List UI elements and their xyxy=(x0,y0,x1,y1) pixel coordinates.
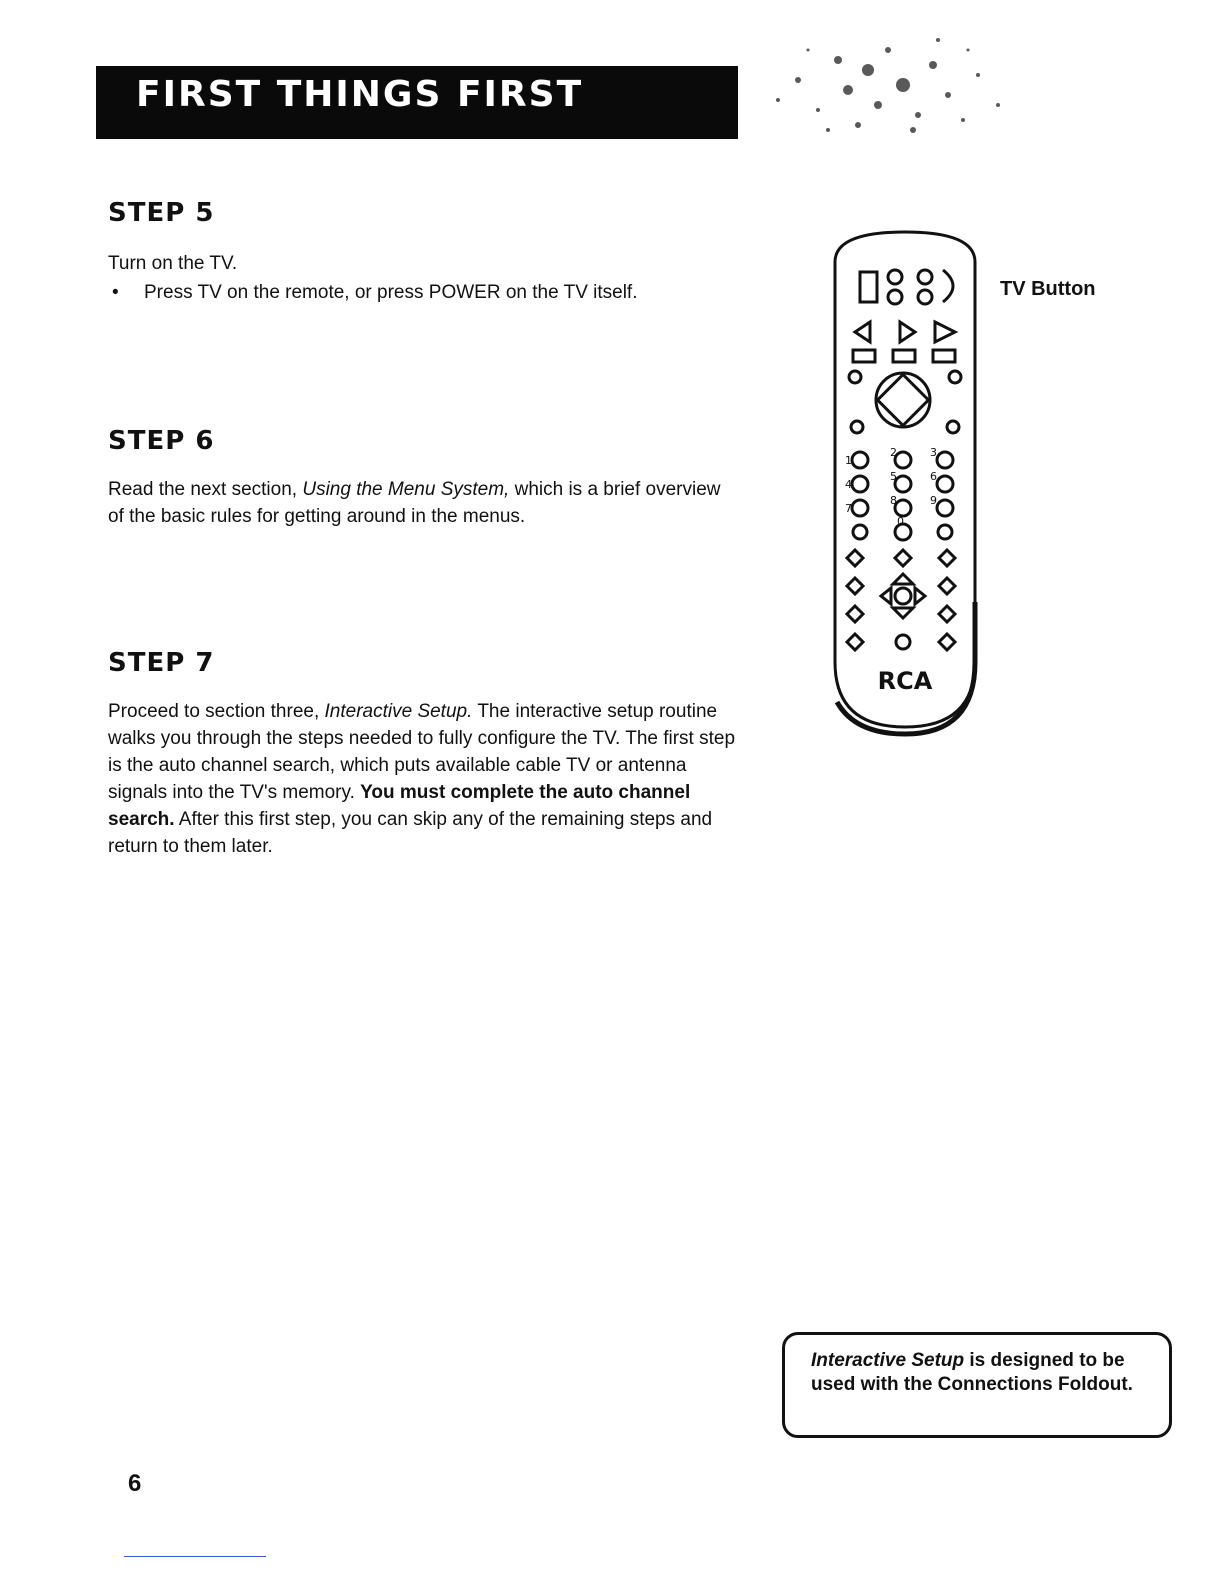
step-5-intro: Turn on the TV. xyxy=(108,253,238,274)
key-8: 8 xyxy=(890,494,897,507)
step-7-text-2: The interactive setup routine walks you through the steps needed to fully configure the TV. The first step is the auto channel search, which puts available cable TV or antenna signals into the TV's memory. xyxy=(108,701,736,803)
step-7-text-3: After this first step, you can skip any of the remaining steps and return to them later. xyxy=(108,809,713,857)
note-box xyxy=(782,1332,1172,1438)
step-6-heading: STEP 6 xyxy=(108,426,215,456)
step-5-bullet-text: Press TV on the remote, or press POWER on the TV itself. xyxy=(144,282,638,303)
step-7-italic-ref: Interactive Setup. xyxy=(324,701,473,722)
key-3: 3 xyxy=(930,446,937,459)
step-6-italic-ref: Using the Menu System, xyxy=(302,479,510,500)
step-6-text-1: Read the next section, xyxy=(108,479,303,500)
section-header-bar xyxy=(96,66,738,139)
key-5: 5 xyxy=(890,470,897,483)
footer-rule xyxy=(124,1556,266,1557)
key-9: 9 xyxy=(930,494,937,507)
step-6-text-2: which is a brief overview of the basic rules for getting around in the menus. xyxy=(108,479,721,527)
step-5-heading: STEP 5 xyxy=(108,198,215,228)
key-4: 4 xyxy=(845,478,852,491)
scan-speckle-decoration xyxy=(738,20,1038,150)
bullet-dot: • xyxy=(112,282,119,303)
note-body: is designed to be used with the Connections Foldout. xyxy=(811,1350,1133,1395)
key-7: 7 xyxy=(845,502,852,515)
rca-remote-illustration xyxy=(815,222,995,747)
step-7-bold-warning: You must complete the auto channel search. xyxy=(108,782,691,830)
note-italic-ref: Interactive Setup xyxy=(811,1350,965,1371)
key-0: 0 xyxy=(897,515,904,528)
note-text xyxy=(811,1349,1151,1397)
key-1: 1 xyxy=(845,454,852,467)
key-6: 6 xyxy=(930,470,937,483)
step-6-paragraph xyxy=(108,476,728,530)
step-7-paragraph xyxy=(108,698,748,860)
key-2: 2 xyxy=(890,446,897,459)
page-number: 6 xyxy=(128,1470,142,1497)
step-5-bullet xyxy=(112,282,638,304)
section-title: FIRST THINGS FIRST xyxy=(136,74,584,115)
tv-button-callout: TV Button xyxy=(1000,278,1096,300)
step-7-text-1: Proceed to section three, xyxy=(108,701,325,722)
rca-logo: RCA xyxy=(877,667,933,695)
step-7-heading: STEP 7 xyxy=(108,648,215,678)
